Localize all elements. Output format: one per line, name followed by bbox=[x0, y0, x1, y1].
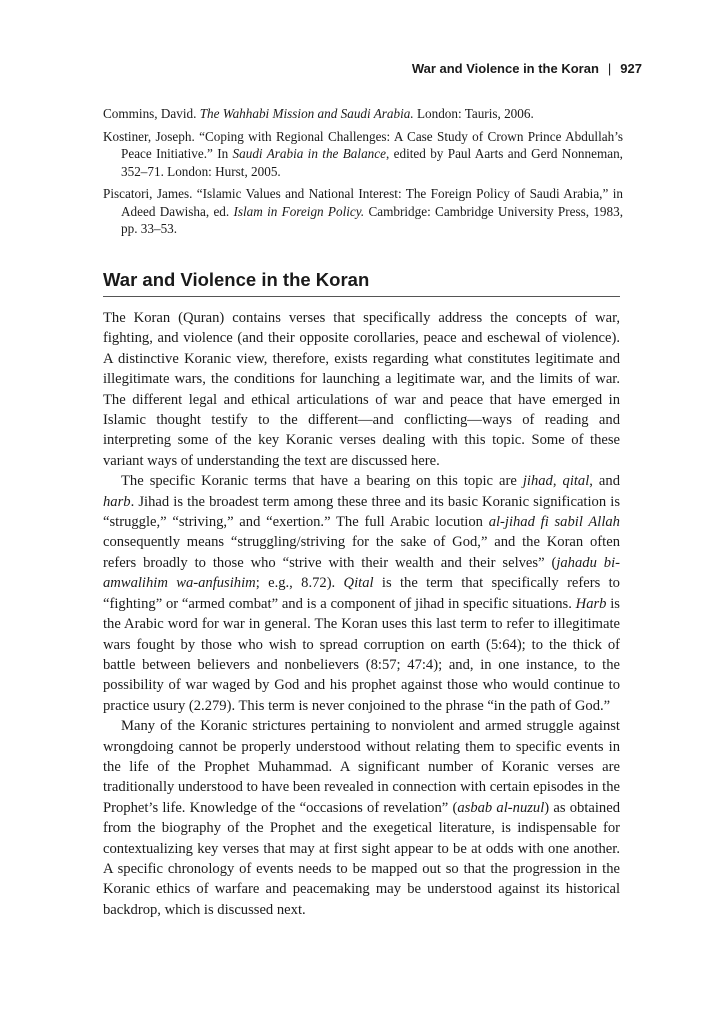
paragraph-text: Many of the Koranic strictures pertaining to nonviolent and armed struggle against wrongdoing cannot be properly understood without relating them to specific events in the life of the Prophet Muhammad. A significant number of Koranic verses are traditionally understood to have been revealed in connection with certain episodes in the Prophet’s life. Knowledge of the “occasions of revelation” ( bbox=[103, 718, 620, 816]
paragraph-text: , bbox=[552, 473, 563, 490]
paragraph-text: consequently means “struggling/striving for the sake of God,” and the Koran often refers broadly to those who “strive with their wealth and their selves” ( bbox=[103, 534, 620, 571]
reference-entry bbox=[103, 128, 623, 181]
reference-entry bbox=[103, 185, 623, 238]
reference-list bbox=[103, 105, 623, 243]
paragraph-text: is the Arabic word for war in general. The Koran uses this last term to refer to illegitimate wars fought by those who wish to spread corruption on earth (5:64); to the thick of battle between believers and nonbelievers (8:57; 47:4); and, in one instance, to the possibility of war waged by God and his prophet against those who would continue to practice usury (2.279). This term is never conjoined to the phrase “in the path of God.” bbox=[103, 595, 620, 714]
reference-text: Kostiner, Joseph. “Coping with Regional Challenges: A Case Study of Crown Prince Abdullah’s Peace Initiative.” In bbox=[103, 128, 623, 161]
reference-title: The Wahhabi Mission and Saudi Arabia. bbox=[199, 106, 414, 121]
italic-term: Harb bbox=[575, 595, 607, 612]
italic-term: jihad bbox=[522, 473, 553, 490]
paragraph-text: is the term that specifically refers to “fighting” or “armed combat” and is a component of jihad in specific situations. bbox=[103, 575, 620, 612]
italic-term: Qital bbox=[343, 575, 374, 592]
paragraph-text: , and bbox=[589, 473, 621, 490]
reference-text: Cambridge: Cambridge University Press, 1983, pp. 33–53. bbox=[121, 203, 624, 236]
reference-entry bbox=[103, 105, 623, 123]
paragraph-text: The Koran (Quran) contains verses that specifically address the concepts of war, fighting, and violence (and their opposite corollaries, peace and eschewal of violence). A distinctive Koranic view, therefore, exists regarding what constitutes legitimate and illegitimate wars, the conditions for launching a legitimate war, and the limits of war. The different legal and ethical articulations of war and peace that have emerged in Islamic thought testify to the different—and conflicting—ways of reading and interpreting some of the key Koranic verses dealing with this topic. Some of these variant ways of understanding the text are discussed here. bbox=[103, 310, 620, 469]
reference-text: Piscatori, James. “Islamic Values and National Interest: The Foreign Policy of Saudi Arabia,” in Adeed Dawisha, ed. bbox=[103, 186, 623, 219]
italic-term: jahadu bi-amwalihim wa-anfusihim bbox=[103, 554, 620, 592]
running-head-title: War and Violence in the Koran bbox=[411, 61, 599, 76]
body-paragraph bbox=[103, 471, 620, 716]
paragraph-text: . Jihad is the broadest term among these three and its basic Koranic signification is “struggle,” “striving,” and “exertion.” The full Arabic locution bbox=[103, 493, 620, 531]
paragraph-text: ; e.g., 8.72). bbox=[255, 575, 344, 592]
running-head bbox=[412, 61, 642, 76]
running-head-separator: | bbox=[607, 61, 612, 76]
italic-term: qital bbox=[562, 473, 590, 490]
reference-text: London: Tauris, 2006. bbox=[413, 106, 534, 121]
body-paragraph bbox=[103, 308, 620, 471]
paragraph-text: ) as obtained from the biography of the Prophet and the exegetical literature, is indispensable for contextualizing key verses that may at first sight appear to be at odds with one another. A specific chronology of events needs to be mapped out so that the progression in the Koranic ethics of warfare and peacemaking may be understood against its historical backdrop, which is discussed next. bbox=[103, 799, 620, 918]
section-title: War and Violence in the Koran bbox=[103, 267, 620, 297]
italic-term: al-jihad fi sabil Allah bbox=[488, 514, 620, 531]
paragraph-text: The specific Koranic terms that have a bearing on this topic are bbox=[121, 473, 523, 490]
page-number: 927 bbox=[620, 61, 642, 76]
reference-text: , edited by Paul Aarts and Gerd Nonneman, 352–71. London: Hurst, 2005. bbox=[121, 146, 623, 179]
reference-title: Islam in Foreign Policy. bbox=[233, 203, 365, 219]
body-paragraph bbox=[103, 716, 620, 920]
italic-term: asbab al-nuzul bbox=[457, 799, 545, 816]
article-body bbox=[103, 308, 620, 920]
italic-term: harb bbox=[103, 493, 131, 510]
reference-text: Commins, David. bbox=[103, 106, 200, 121]
reference-title: Saudi Arabia in the Balance bbox=[232, 146, 386, 161]
